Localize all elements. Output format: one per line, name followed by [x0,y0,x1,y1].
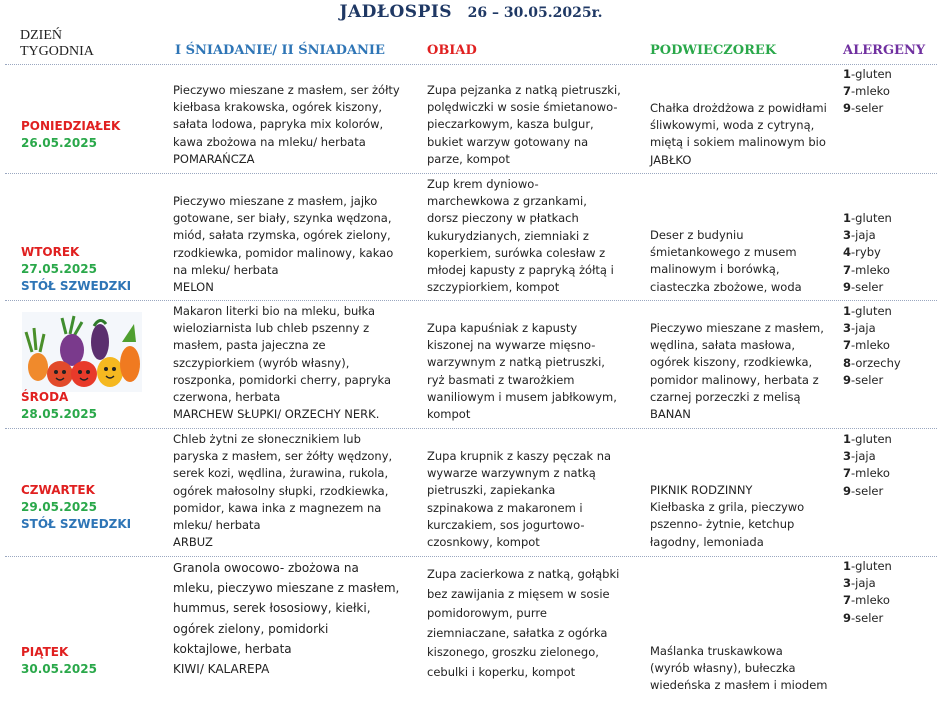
day-name: PONIEDZIAŁEK [21,119,121,133]
header-allergens: ALERGENY [843,43,926,58]
dinner-line: marchewkowa z grzankami, [427,194,587,209]
allergen-number: 3 [843,321,852,336]
allergen-number: 8 [843,355,852,370]
allergen-name: -gluten [851,67,892,81]
row-separator [5,300,937,301]
snack-line: Pieczywo mieszane z masłem, [650,321,824,335]
allergens-cell [843,558,892,627]
allergen-name: -gluten [851,559,892,573]
allergen-number: 1 [843,559,852,573]
snack-cell [650,100,835,169]
breakfast-line: Pieczywo mieszane z masłem, ser żółty [173,83,400,97]
dinner-line: Zupa kapuśniak z kapusty [427,321,578,335]
day-cell [21,482,131,534]
day-name: ŚRODA [21,390,69,404]
allergen-number: 1 [843,304,852,318]
allergen-item [843,372,901,389]
breakfast-line: paryska z masłem, ser żółty wędzony, [173,449,393,464]
breakfast-cell [173,431,405,551]
snack-line: śliwkowymi, woda z cytryną, [650,118,815,133]
menu-title [0,2,942,22]
allergen-name: -gluten [851,304,892,318]
allergen-number: 1 [843,211,852,225]
breakfast-line: Granola owocowo- zbożowa na [173,561,359,575]
allergen-name: -mleko [851,262,890,277]
dinner-line: bukiet warzyw gotowany na [427,134,589,149]
breakfast-line: kawa zbożowa na mleku/ herbata [173,134,366,149]
breakfast-line: czerwona, herbata [173,390,281,405]
allergen-name: -gluten [851,432,892,446]
snack-cell [650,643,835,695]
snack-cell [650,482,835,551]
allergen-number: 1 [843,67,852,81]
snack-line: Kiełbaska z grila, pieczywo [650,500,805,515]
allergen-name: -ryby [851,245,881,260]
snack-line: Deser z budyniu [650,228,744,242]
breakfast-cell [173,303,405,423]
day-note: STÓŁ SZWEDZKI [21,517,132,532]
row-separator [5,173,937,174]
day-cell [21,244,131,296]
breakfast-line: wieloziarnista lub chleb pszenny z [173,321,370,336]
day-note: STÓŁ SZWEDZKI [21,279,132,294]
header-day [20,28,94,60]
allergen-item [843,279,892,296]
allergen-number: 7 [843,593,852,608]
dinner-line: cebulki i koperku, kompot [427,664,576,679]
day-name: CZWARTEK [21,483,95,497]
allergen-name: -mleko [851,84,890,99]
dinner-line: czosnkowy, kompot [427,535,540,550]
breakfast-line: hummus, serek łososiowy, kiełki, [173,601,371,616]
breakfast-line: kiełbasa krakowska, ogórek kiszony, [173,100,383,115]
allergen-number: 7 [843,466,852,481]
allergen-name: -mleko [851,338,890,353]
allergen-number: 7 [843,262,852,277]
dinner-line: pomidorowym, purre [427,606,547,621]
snack-line: wiedeńska z masłem i miodem [650,678,828,693]
allergen-number: 1 [843,432,852,446]
title-text: JADŁOSPIS [339,2,453,22]
dinner-line: pieczarkowym, kasza bulgur, [427,117,594,132]
snack-line: Chałka drożdżowa z powidłami [650,101,827,115]
snack-line: PIKNIK RODZINNY [650,483,753,497]
allergen-name: -seler [851,101,884,116]
dinner-cell [427,565,637,683]
dinner-line: młodej kapusty z papryką żółtą i [427,263,614,278]
allergen-number: 9 [843,483,852,498]
allergen-item [843,210,892,227]
header-day-line2: TYGODNIA [20,44,94,59]
allergen-item [843,303,901,320]
row-separator [5,556,937,557]
dinner-line: kompot [427,407,471,422]
row-separator [5,428,937,429]
row-separator [5,64,937,65]
allergens-cell [843,210,892,296]
breakfast-line: MARCHEW SŁUPKI/ ORZECHY NERK. [173,407,380,422]
allergen-item [843,575,892,592]
dinner-line: warzywnym z natką pietruszki, [427,355,605,370]
header-snack: PODWIECZOREK [650,43,777,58]
snack-cell [650,320,835,423]
breakfast-line: ogórek małosolny słupki, rzodkiewka, [173,483,389,498]
allergen-name: -gluten [851,211,892,225]
allergen-name: -seler [851,279,884,294]
breakfast-line: na mleku/ herbata [173,262,279,277]
day-date: 28.05.2025 [21,407,97,422]
allergen-name: -seler [851,372,884,387]
allergen-item [843,448,892,465]
header-breakfast: I ŚNIADANIE/ II ŚNIADANIE [175,43,385,58]
dinner-line: kiszonej na wywarze mięsno- [427,338,596,353]
snack-line: pszenno- żytnie, ketchup [650,517,795,532]
allergen-item [843,465,892,482]
dinner-line: ryż basmati z twarożkiem [427,372,575,387]
allergens-cell [843,66,892,118]
breakfast-cell [173,82,405,168]
allergen-number: 4 [843,245,852,260]
title-dates: 26 – 30.05.2025r. [467,5,603,21]
dinner-line: koperkiem, surówka colesław z [427,245,606,260]
breakfast-line: Chleb żytni ze słonecznikiem lub [173,432,361,446]
allergen-name: -seler [851,483,884,498]
breakfast-line: sałata lodowa, papryka mix kolorów, [173,117,384,132]
dinner-line: kiszonego, groszku zielonego, [427,645,599,660]
allergen-name: -mleko [851,593,890,608]
allergen-item [843,431,892,448]
allergen-number: 3 [843,576,852,591]
day-name: WTOREK [21,245,80,259]
snack-line: wędlina, sałata masłowa, [650,338,796,353]
allergen-item [843,610,892,627]
allergen-item [843,320,901,337]
dinner-line: ziemniaczane, sałatka z ogórka [427,625,608,640]
breakfast-line: masłem, pasta jajeczna ze [173,338,326,353]
dinner-line: Zup krem dyniowo- [427,177,539,191]
day-cell [21,118,120,152]
snack-line: łagodny, lemoniada [650,534,764,549]
allergen-number: 9 [843,101,852,116]
breakfast-line: gotowane, ser biały, szynka wędzona, [173,211,392,226]
day-date: 26.05.2025 [21,136,97,151]
allergen-name: -mleko [851,466,890,481]
snack-line: czarnej porzeczki z melisą [650,389,801,404]
breakfast-line: Pieczywo mieszane z masłem, jajko [173,194,378,208]
dinner-line: kukurydzianych, ziemniaki z [427,228,589,243]
breakfast-line: miód, sałata rzymska, ogórek zielony, [173,228,391,243]
snack-line: ciasteczka zbożowe, woda [650,279,802,294]
breakfast-line: Makaron literki bio na mleku, bułka [173,304,376,318]
allergen-item [843,483,892,500]
dinner-line: dorsz pieczony w płatkach [427,211,579,226]
breakfast-line: POMARAŃCZA [173,151,255,166]
dinner-line: polędwiczki w sosie śmietanowo- [427,100,618,115]
dinner-line: szpinakowa z makaronem i [427,500,583,515]
breakfast-cell [173,193,405,296]
breakfast-line: KIWI/ KALAREPA [173,662,270,677]
allergen-name: -seler [851,610,884,625]
dinner-line: parze, kompot [427,151,510,166]
dinner-line: pietruszki, zapiekanka [427,483,556,498]
snack-line: (wyrób własny), bułeczka [650,661,796,676]
allergen-number: 9 [843,279,852,294]
breakfast-line: ARBUZ [173,535,213,550]
snack-cell [650,227,835,296]
snack-line: JABŁKO [650,152,692,167]
dinner-line: Zupa pejzanka z natką pietruszki, [427,83,621,97]
breakfast-line: rzodkiewka, pomidor malinowy, kakao [173,245,394,260]
allergen-number: 7 [843,84,852,99]
allergen-item [843,100,892,117]
dinner-cell [427,448,637,551]
dinner-cell [427,176,637,296]
header-dinner: OBIAD [427,43,477,58]
dinner-line: szczypiorkiem, kompot [427,280,560,295]
allergen-name: -jaja [851,228,876,243]
snack-line: pomidor malinowy, herbata z [650,372,819,387]
allergen-name: -jaja [851,576,876,591]
breakfast-line: mleku/ herbata [173,518,261,533]
allergen-name: -orzechy [851,355,901,370]
dinner-line: waniliowym i musem jabłkowym, [427,389,617,404]
allergens-cell [843,431,892,500]
snack-line: śmietankowego z musem [650,245,797,260]
breakfast-line: pomidor, kawa inka z magnezem na [173,500,382,515]
allergen-item [843,355,901,372]
allergens-cell [843,303,901,389]
breakfast-line: roszponka, pomidorki cherry, papryka [173,372,392,387]
snack-line: Maślanka truskawkowa [650,644,783,658]
allergen-item [843,66,892,83]
allergen-number: 3 [843,449,852,464]
breakfast-cell [173,558,405,679]
snack-line: malinowym i borówką, [650,262,780,277]
breakfast-line: serek kozi, wędlina, żurawina, rukola, [173,466,389,481]
day-cell [21,389,97,423]
snack-line: BANAN [650,407,691,422]
day-name: PIĄTEK [21,645,69,659]
dinner-cell [427,82,637,168]
allergen-number: 9 [843,372,852,387]
breakfast-line: koktajlowe, herbata [173,641,292,656]
allergen-item [843,558,892,575]
breakfast-line: mleku, pieczywo mieszane z masłem, [173,581,400,596]
vegetables-illustration [22,312,142,392]
day-date: 29.05.2025 [21,500,97,515]
day-date: 30.05.2025 [21,662,97,677]
allergen-name: -jaja [851,321,876,336]
allergen-name: -jaja [851,449,876,464]
dinner-line: Zupa krupnik z kaszy pęczak na [427,449,612,463]
day-cell [21,644,97,678]
allergen-item [843,227,892,244]
allergen-number: 9 [843,610,852,625]
breakfast-line: MELON [173,280,214,295]
allergen-item [843,83,892,100]
allergen-item [843,592,892,609]
snack-line: ogórek kiszony, rzodkiewka, [650,355,813,370]
snack-line: miętą i sokiem malinowym bio [650,135,826,150]
dinner-line: Zupa zacierkowa z natką, gołąbki [427,567,620,581]
breakfast-line: ogórek zielony, pomidorki [173,621,329,636]
allergen-item [843,337,901,354]
allergen-item [843,262,892,279]
allergen-number: 3 [843,228,852,243]
allergen-number: 7 [843,338,852,353]
dinner-line: bez zawijania z mięsem w sosie [427,586,610,601]
header-day-line1: DZIEŃ [20,28,62,43]
allergen-item [843,244,892,261]
dinner-cell [427,320,637,423]
dinner-line: wywarze warzywnym z natką [427,466,596,481]
day-date: 27.05.2025 [21,262,97,277]
breakfast-line: szczypiorkiem (wyrób własny), [173,355,350,370]
dinner-line: kurczakiem, sos jogurtowo- [427,517,585,532]
